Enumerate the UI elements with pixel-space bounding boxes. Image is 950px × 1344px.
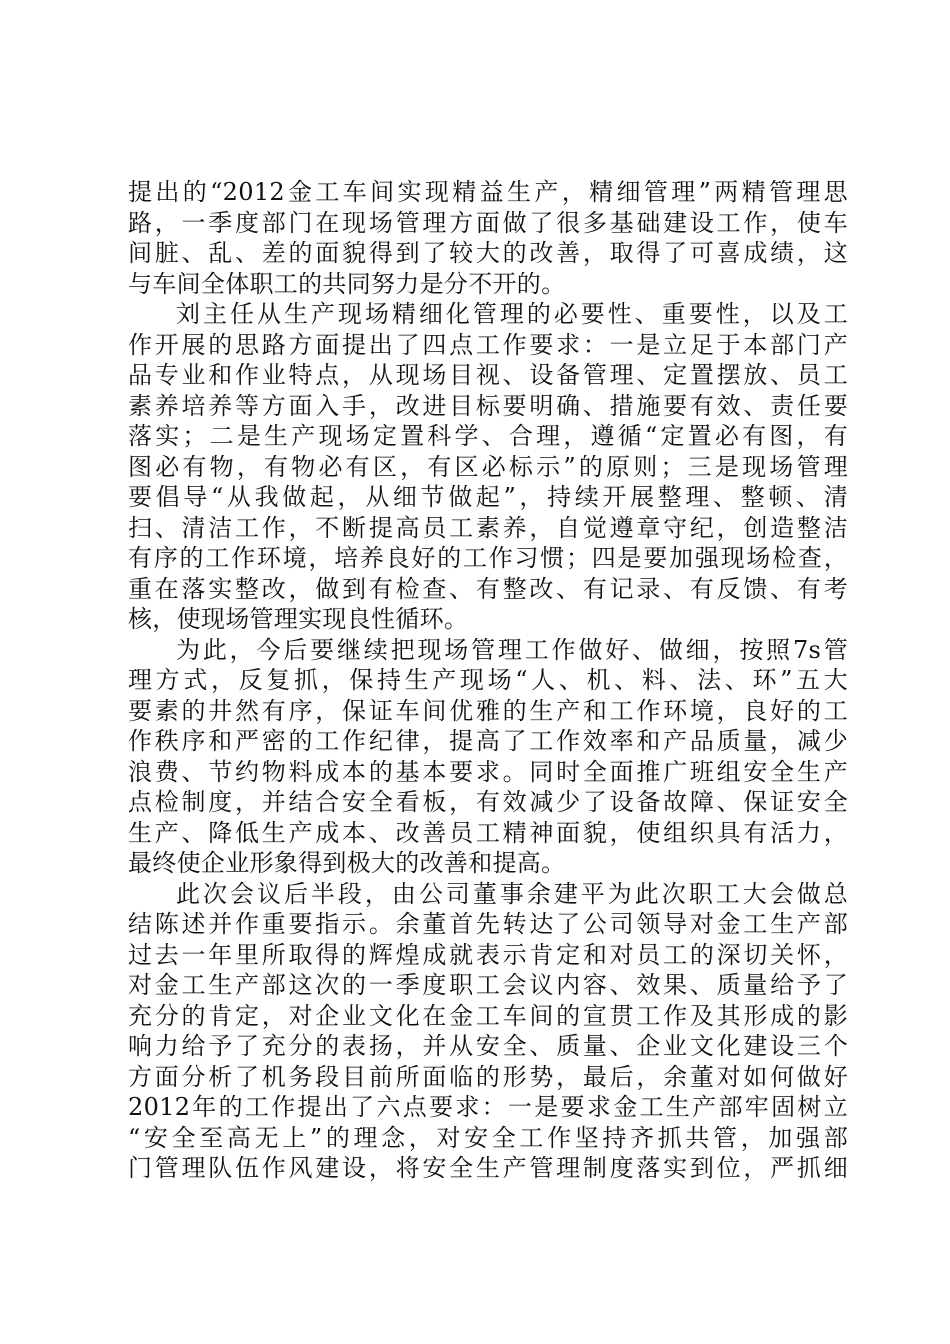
text-line: 有序的工作环境，培养良好的工作习惯；四是要加强现场检查，: [128, 544, 848, 572]
text-line: 间脏、乱、差的面貌得到了较大的改善，取得了可喜成绩，这: [128, 239, 848, 267]
text-line: 门管理队伍作风建设，将安全生产管理制度落实到位，严抓细: [128, 1154, 848, 1182]
paragraph-end-line: 核，使现场管理实现良性循环。: [128, 605, 469, 633]
document-body: [128, 177, 848, 1184]
text-line: 重在落实整改，做到有检查、有整改、有记录、有反馈、有考: [128, 574, 848, 603]
text-line: 响力给予了充分的表扬，并从安全、质量、企业文化建设三个: [128, 1032, 848, 1060]
text-line: 过去一年里所取得的辉煌成就表示肯定和对员工的深切关怀，: [128, 940, 848, 969]
paragraph-end-line: 最终使企业形象得到极大的改善和提高。: [128, 849, 566, 877]
text-line: 理方式，反复抓，保持生产现场“人、机、料、法、环”五大: [128, 666, 848, 694]
paragraph-start-line: 刘主任从生产现场精细化管理的必要性、重要性，以及工: [176, 300, 848, 328]
text-line: 点检制度，并结合安全看板，有效减少了设备故障、保证安全: [128, 788, 848, 816]
paragraph-start-line: 此次会议后半段，由公司董事余建平为此次职工大会做总: [176, 879, 848, 908]
text-line: “安全至高无上”的理念，对安全工作坚持齐抓共管，加强部: [128, 1123, 848, 1152]
text-line: 品专业和作业特点，从现场目视、设备管理、定置摆放、员工: [128, 361, 848, 389]
paragraph-end-line: 与车间全体职工的共同努力是分不开的。: [128, 269, 566, 298]
text-line: 提出的“2012金工车间实现精益生产，精细管理”两精管理思: [128, 178, 848, 206]
text-line: 生产、降低生产成本、改善员工精神面貌，使组织具有活力，: [128, 818, 848, 847]
text-line: 路，一季度部门在现场管理方面做了很多基础建设工作，使车: [128, 208, 848, 237]
text-line: 2012年的工作提出了六点要求：一是要求金工生产部牢固树立: [128, 1093, 848, 1121]
text-line: 作秩序和严密的工作纪律，提高了工作效率和产品质量，减少: [128, 727, 848, 755]
text-line: 扫、清洁工作，不断提高员工素养，自觉遵章守纪，创造整洁: [128, 513, 848, 542]
text-line: 要素的井然有序，保证车间优雅的生产和工作环境，良好的工: [128, 696, 848, 725]
paragraph-start-line: 为此，今后要继续把现场管理工作做好、做细，按照7s管: [176, 635, 848, 664]
text-line: 方面分析了机务段目前所面临的形势，最后，余董对如何做好: [128, 1062, 848, 1091]
text-line: 充分的肯定，对企业文化在金工车间的宣贯工作及其形成的影: [128, 1001, 848, 1030]
text-line: 要倡导“从我做起，从细节做起”，持续开展整理、整顿、清: [128, 483, 848, 511]
text-line: 浪费、节约物料成本的基本要求。同时全面推广班组安全生产: [128, 757, 848, 786]
text-line: 素养培养等方面入手，改进目标要明确、措施要有效、责任要: [128, 391, 848, 420]
text-line: 图必有物，有物必有区，有区必标示”的原则；三是现场管理: [128, 452, 848, 481]
text-line: 作开展的思路方面提出了四点工作要求：一是立足于本部门产: [128, 330, 848, 359]
text-line: 对金工生产部这次的一季度职工会议内容、效果、质量给予了: [128, 971, 848, 999]
text-line: 结陈述并作重要指示。余董首先转达了公司领导对金工生产部: [128, 910, 848, 938]
text-line: 落实；二是生产现场定置科学、合理，遵循“定置必有图，有: [128, 422, 848, 450]
